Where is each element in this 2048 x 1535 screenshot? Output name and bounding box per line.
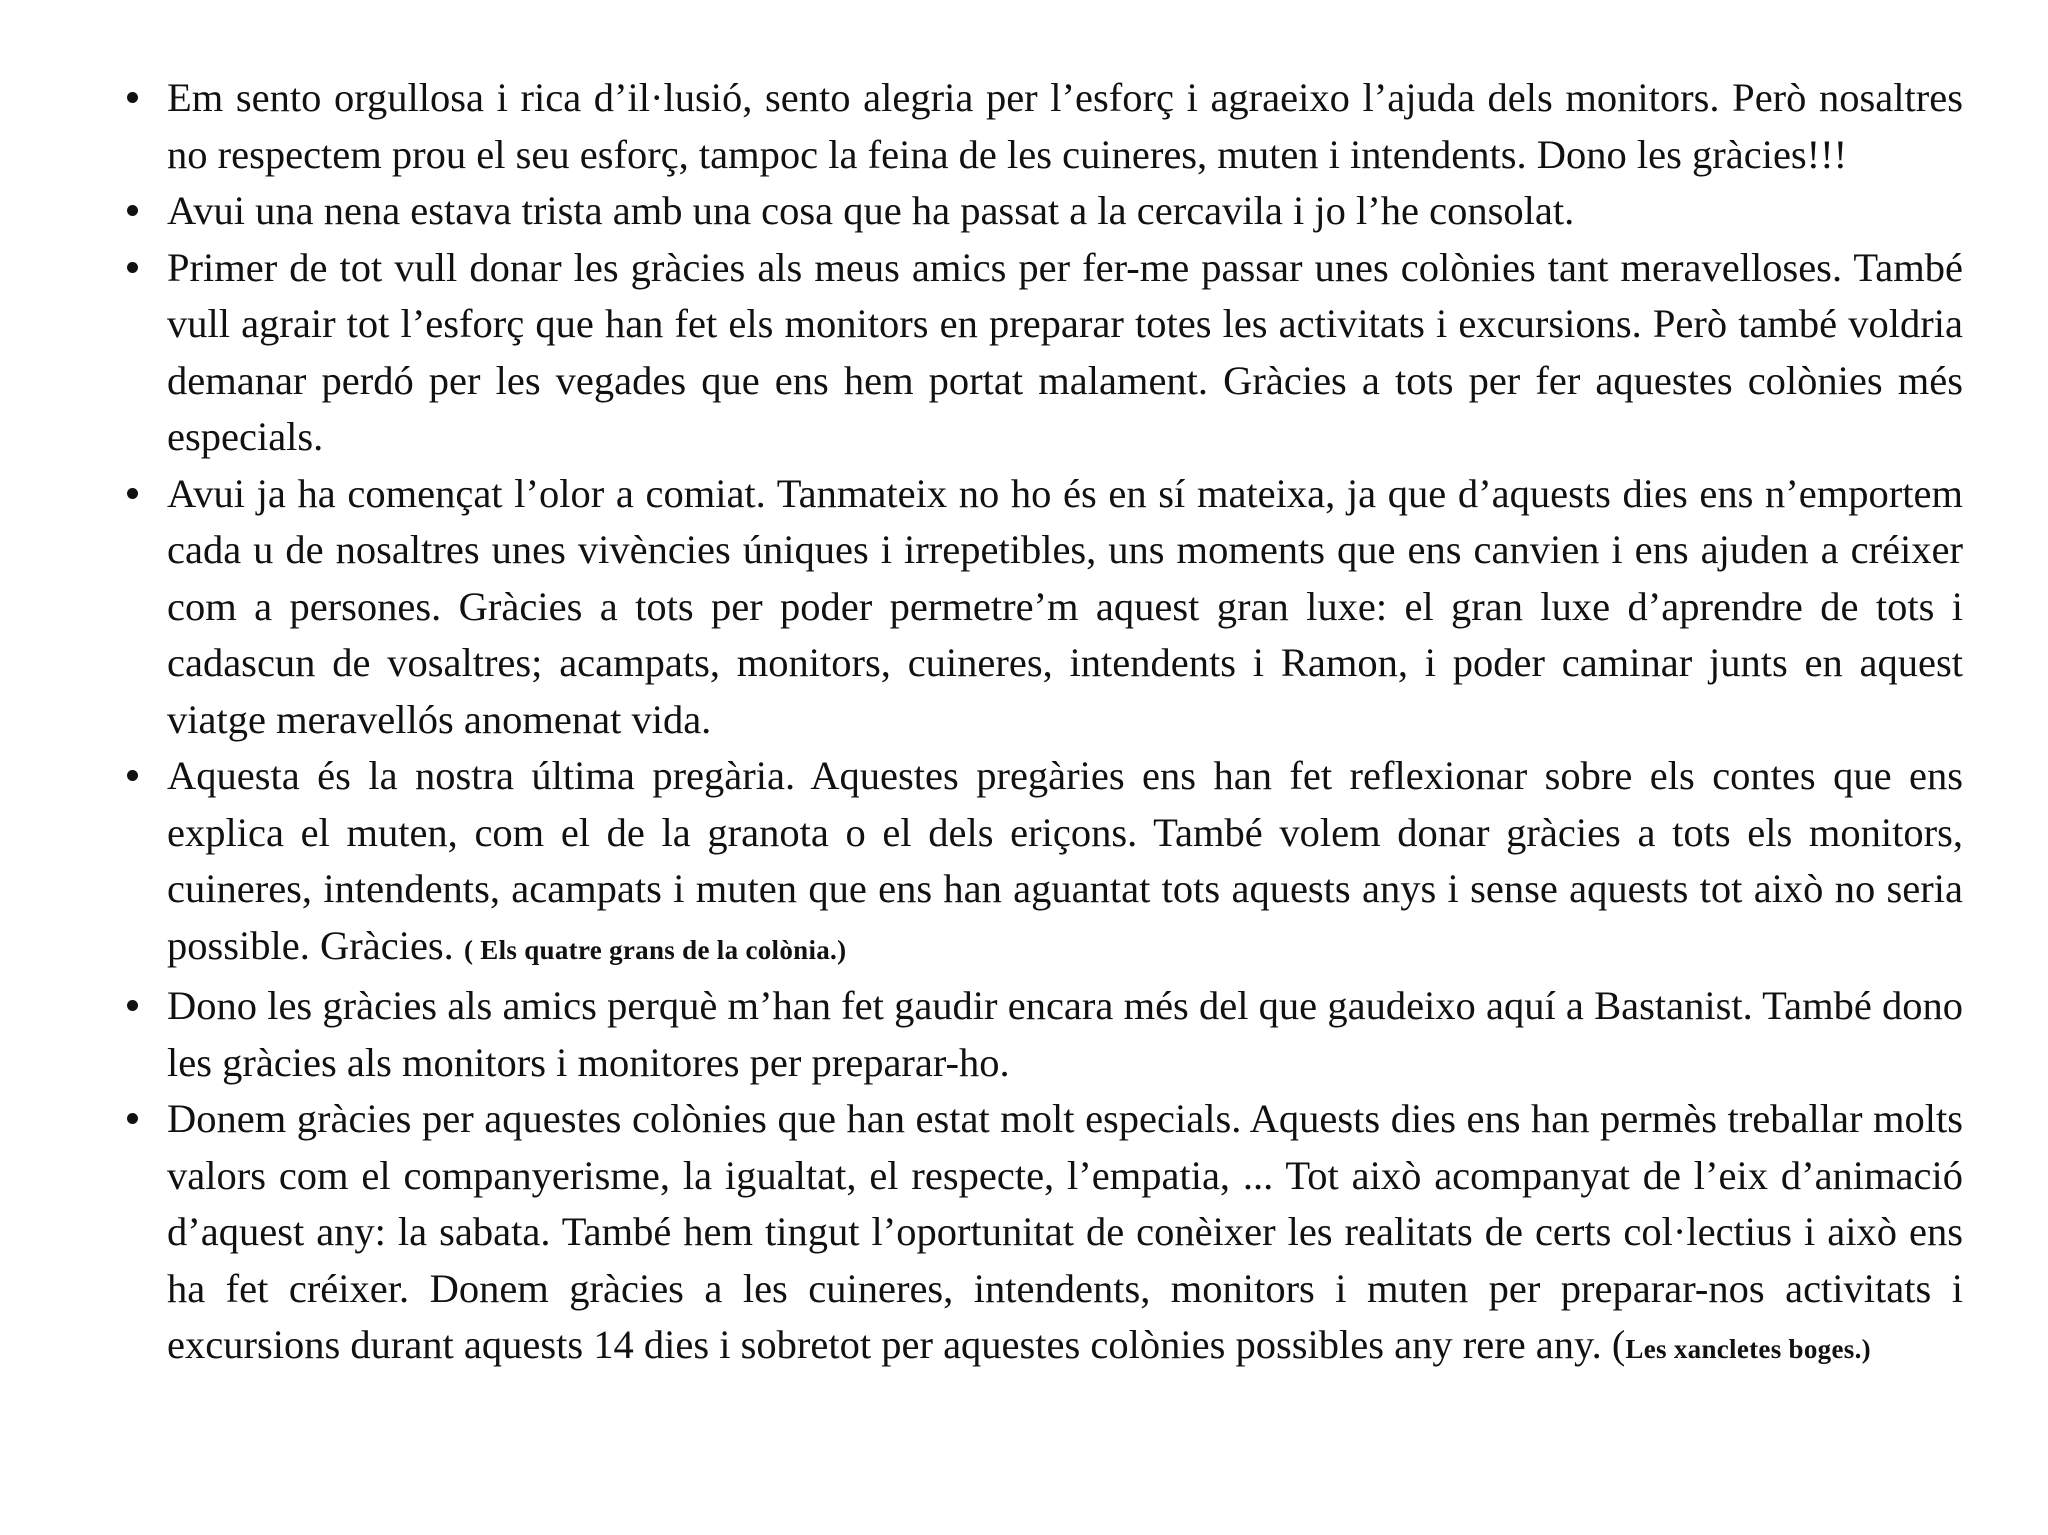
entry-text: Avui una nena estava trista amb una cosa que ha passat a la cercavila i jo l’he consolat. [167, 188, 1575, 233]
bullet-icon [127, 205, 138, 216]
list-item [127, 183, 1963, 240]
list-item [127, 466, 1963, 749]
entry-text: Donem gràcies per aquestes colònies que han estat molt especials. Aquests dies ens han permès treballar molts valors com el companyerisme, la igualtat, el respecte, l’empatia, ... Tot això acompanyat de l’eix d’animació d’aquest any: la sabata. També hem tingut l’oportunitat de conèixer les realitats de certs col·lectius i això ens ha fet créixer. Donem gràcies a les cuineres, intendents, monitors i muten per preparar-nos activitats i excursions durant aquests 14 dies i sobretot per aquestes colònies possibles any rere any. ( [167, 1096, 1963, 1367]
list-item [127, 1091, 1963, 1378]
list-item [127, 240, 1963, 466]
entry-text: Dono les gràcies als amics perquè m’han fet gaudir encara més del que gaudeixo aquí a Bastanist. També dono les gràcies als monitors i monitores per preparar-ho. [167, 983, 1963, 1085]
list-item [127, 70, 1963, 183]
bullet-icon [127, 1113, 138, 1124]
bullet-icon [127, 262, 138, 273]
bullet-icon [127, 1000, 138, 1011]
bullet-icon [127, 92, 138, 103]
entry-text: Aquesta és la nostra última pregària. Aquestes pregàries ens han fet reflexionar sobre els contes que ens explica el muten, com el de la granota o el dels eriçons. També volem donar gràcies a tots els monitors, cuineres, intendents, acampats i muten que ens han aguantat tots aquests anys i sense aquests tot això no seria possible. Gràcies. [167, 753, 1963, 968]
entry-text: Em sento orgullosa i rica d’il·lusió, sento alegria per l’esforç i agraeixo l’ajuda dels monitors. Però nosaltres no respectem prou el seu esforç, tampoc la feina de les cuineres, muten i intendents. Dono les gràcies!!! [167, 75, 1963, 177]
entry-signature: Les xancletes boges.) [1625, 1334, 1871, 1364]
list-item [127, 978, 1963, 1091]
bullet-icon [127, 488, 138, 499]
entry-signature: ( Els quatre grans de la colònia.) [463, 934, 847, 965]
entry-text: Primer de tot vull donar les gràcies als meus amics per fer-me passar unes colònies tant meravelloses. També vull agrair tot l’esforç que han fet els monitors en preparar totes les activitats i excursions. Però també voldria demanar perdó per les vegades que ens hem portat malament. Gràcies a tots per fer aquestes colònies més especials. [167, 244, 1963, 459]
reflection-list [127, 70, 1963, 1378]
bullet-icon [127, 770, 138, 781]
entry-text: Avui ja ha començat l’olor a comiat. Tanmateix no ho és en sí mateixa, ja que d’aquests dies ens n’emportem cada u de nosaltres unes vivències úniques i irrepetibles, uns moments que ens canvien i ens ajuden a créixer com a persones. Gràcies a tots per poder permetre’m aquest gran luxe: el gran luxe d’aprendre de tots i cadascun de vosaltres; acampats, monitors, cuineres, intendents i Ramon, i poder caminar junts en aquest viatge meravellós anomenat vida. [167, 470, 1963, 742]
list-item [127, 748, 1963, 978]
